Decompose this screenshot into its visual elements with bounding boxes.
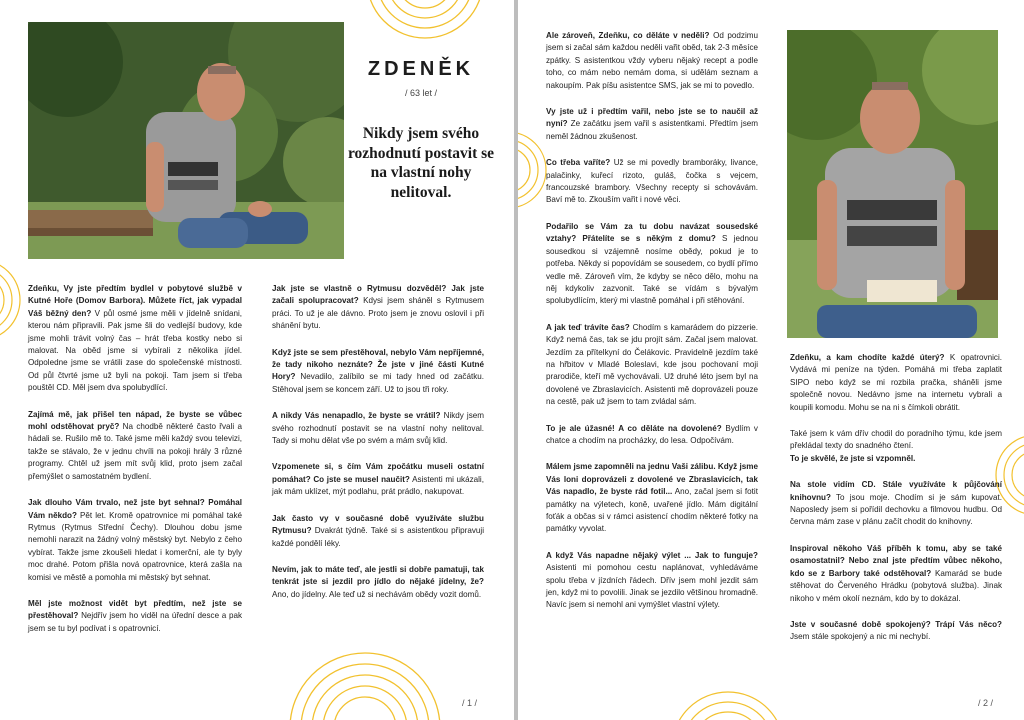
answer: Kamarád se bude stěhovat do Červeného Hrádku (pobytová služba). Jinak nikoho v mém okolí neznám, kdo by to dokázal. (790, 568, 1002, 603)
question: Jste v současné době spokojený? Trápí Vás něco? (790, 619, 1002, 629)
qa-block (546, 157, 758, 207)
answer: V půl osmé jsme měli v jídelně snídani, kterou nám připravili. Pak jsme šli do vedlejší budovy, kde jsme mohli trávit volný čas – hrát třeba kostky nebo si malovat. Na oběd jsme si vybírali z několika jídel. Odpoledne jsme se vrátili zase do společenské místnosti. Od půl čtvrté jsme už byli na pokoji. Tam jsem si třeba pouštěl CD. Měl jsem dva spolubydlící. (28, 308, 243, 393)
question: To je skvělé, že jste si vzpomněl. (790, 453, 916, 463)
qa-block (790, 619, 1002, 644)
answer: Asistenti mi pomohou cestu naplánovat, vyhledáváme spolu třeba v jízdních řádech. Dřív jsem mohl jezdit sám jen, když mi to povolili. Jinak se jezdilo většinou hromadně. Navíc jsem si nemohl ani vymýšlet vlastní výlety. (546, 563, 758, 610)
question: To je ale úžasné! A co děláte na dovolené? (546, 423, 722, 433)
answer: Už se mi povedly bramboráky, livance, palačinky, kuřecí rizoto, guláš, čočka s vejcem, francouzské brambory. Všechny recepty si schovávám. Baví mě to. Zkouším vařit i nové věci. (546, 158, 759, 205)
qa-block (790, 428, 1002, 465)
qa-block (546, 423, 758, 448)
question: Inspiroval někoho Váš příběh k tomu, aby se také osamostatnil? Nebo znal jste předtím vůbec někoho, kdo se z Barbory také odstěhoval? (790, 543, 1002, 578)
question: A nikdy Vás nenapadlo, že byste se vrátil? (272, 411, 441, 421)
qa-block (272, 283, 484, 333)
qa-block (28, 283, 242, 395)
answer: Pět let. Kromě opatrovnice mi pomáhal také Rytmus (Rytmus Střední Čechy). Dlouhou dobu jsme nemohli narazit na žádný volný městský byt. Nebylo z čeho vybírat. Takže jsme zkoušeli hledat i komerční, ale ty byly moc drahé. Potom přišla nová opatrovnice, která zašla na komisi ve městě a pomohla mi městský byt sehnat. (28, 510, 242, 582)
qa-block (28, 497, 242, 584)
answer: Také jsem k vám dřív chodil do poradního týmu, kde jsem překládal texty do snadného čtení. (790, 429, 1002, 451)
decorative-rings-left (0, 260, 24, 340)
page1-left-column (28, 283, 242, 649)
answer: Dvakrát týdně. Také si s asistentkou připravuji každé pondělí léky. (272, 526, 484, 548)
question: A když Vás napadne nějaký výlet ... Jak to funguje? (546, 550, 758, 560)
qa-block (272, 347, 484, 397)
answer: K opatrovnici. Vydává mi peníze na týden. Pomáhá mi třeba zaplatit SIPO nebo když se mi rozbila pračka, sháněli jsme společně novou. Nedávno jsme na internetu vybrali a koupili komodu. Mohu se na ni s čímkoli obrátit. (790, 353, 1002, 412)
answer: Od podzimu jsem si začal sám každou neděli vařit oběd, tak 2-3 měsíce zpátky. S asistentkou vždy vyberu nějaký recept a podle toho, co mám nebo nemám doma, si udělám seznam a nakoupím. Pak píšu asistentce SMS, jak se mi to povedlo. (546, 31, 759, 90)
answer: S jednou sousedkou si vzájemně nosíme obědy, pokud je to potřeba. Někdy si popovídám se sousedem, co bydlí přímo vedle mě. Zároveň vím, že kdyby se něco dělo, mohu na něj kdykoliv zazvonit. Také se vídám s bývalým spolubydlícím, který mi vlastně pomáhal i při stěhování. (546, 234, 759, 306)
answer: Ze začátku jsem vařil s asistentkami. Předtím jsem neměl žádnou zkušenost. (546, 119, 758, 141)
question: Zajímá mě, jak přišel ten nápad, že byste se vůbec mohl odstěhovat pryč? (28, 409, 242, 432)
decorative-rings-bottom (285, 648, 445, 720)
question: Když jste se sem přestěhoval, nebylo Vám nepříjemné, že tady nikoho neznáte? Že jste v jiné části Kutné Hory? (272, 347, 484, 382)
question: Málem jsme zapomněli na jednu Vaši zálibu. Když jsme Vás loni doprovázeli z dovolené ve Zbraslavicích, tak Vás napadlo, že byste rád fotil... (546, 462, 758, 497)
question: Na stole vidím CD. Stále využíváte k půjčování knihovnu? (790, 480, 1002, 502)
qa-block (546, 322, 758, 409)
question: A jak teď trávíte čas? (546, 322, 630, 332)
question: Co třeba vaříte? (546, 158, 611, 168)
question: Vzpomenete si, s čím Vám zpočátku museli ostatní pomáhat? Co jste se musel naučit? (272, 462, 484, 484)
page-2 (518, 0, 1024, 720)
page1-right-column (272, 283, 484, 615)
answer: Asistenti mi ukázali, jak mám uklízet, mýt podlahu, prát prádlo, nakupovat. (272, 474, 484, 497)
qa-block (790, 543, 1002, 605)
answer: Ano, začal jsem si fotit památky na výletech, koně, uvařené jídlo. Mám digitální foťák a občas si v rámci asistencí chodím některé fotky na památky vyvolat. (546, 487, 758, 534)
answer: Ano, do jídelny. Ale teď už si nechávám obědy vozit domů. (272, 589, 482, 599)
portrait-photo-sitting (28, 22, 344, 259)
qa-block (790, 479, 1002, 529)
qa-block (272, 410, 484, 447)
qa-block (546, 30, 758, 92)
answer: Nejdřív jsem ho viděl na úřední desce a pak jsem se tu byl podívat i s opatrovnicí. (28, 611, 243, 633)
answer: Nevadilo, zalíbilo se mi tady hned od začátku. Stěhoval jsem se koncem září. Už to jsou tři roky. (272, 372, 485, 394)
qa-block (546, 106, 758, 143)
answer: Bydlím v chatce a chodím na procházky, do lesa. Odpočívám. (546, 423, 758, 445)
question: Podařilo se Vám za tu dobu navázat sousedské vztahy? Přátelíte se s někým z domu? (546, 221, 758, 244)
age-label: / 63 let / (404, 88, 438, 98)
question: Zdeňku, Vy jste předtím bydlel v pobytové službě v Kutné Hoře (Domov Barbora). Můžete říct, jak vypadal Váš běžný den? (28, 284, 242, 318)
qa-block (546, 550, 758, 612)
question: Jak dlouho Vám trvalo, než jste byt sehnal? Pomáhal Vám někdo? (28, 498, 242, 520)
qa-block (790, 352, 1002, 414)
qa-block (546, 461, 758, 535)
question: Měl jste možnost vidět byt předtím, než jste se přestěhoval? (28, 598, 242, 621)
answer: Nikdy jsem svého rozhodnutí postavit se na vlastní nohy nelitoval. Tady si mohu dělat vše po svém a mám svůj klid. (272, 411, 485, 446)
portrait-photo-reading (787, 30, 998, 338)
answer: Na chodbě některé často řvali a hádali se. Rušilo mě to. Také jsme měli každý svou televizi, takže se stávalo, že v jednu chvíli na pokoji hrály 3 různé programy. Chtěl už jsem mít svůj klid, proto jsem začal přemýšlet o samostatném bydlení. (28, 422, 242, 481)
page-number: / 1 / (462, 698, 478, 708)
qa-block (28, 409, 242, 483)
page2-left-column (546, 30, 758, 626)
question: Ale zároveň, Zdeňku, co děláte v neděli? (546, 31, 710, 40)
question: Nevím, jak to máte teď, ale jestli si dobře pamatuji, tak tenkrát jste si jezdil pro jídlo do nějaké jídelny, že? (272, 564, 484, 587)
page-title-name: ZDENĚK (367, 58, 475, 80)
decorative-rings-top (360, 0, 490, 45)
qa-block (546, 221, 758, 308)
answer: Chodím s kamarádem do pizzerie. Když nemá čas, tak se jdu projít sám. Začal jsem malovat. Jezdím za přítelkyní do Čelákovic. Pravidelně jezdím také na hřbitov v Mladé Boleslavi, kde jsou pochovaní moji prarodiče, kteří mě vychovávali. Už druhé léto jsem byl na dovolené ve Zbraslavicích. Asistenti mě doprovázeli pouze na cestě, pak už jsem to tam zvládal sám. (546, 322, 759, 407)
decorative-rings-bottom (668, 688, 788, 720)
qa-block (272, 564, 484, 601)
question: Jak často vy v současné době využíváte službu Rytmusu? (272, 513, 484, 536)
answer: Kdysi jsem sháněl s Rytmusem práci. To už je ale dávno. Proto jsem je znovu oslovil i při shánění bytu. (272, 296, 484, 331)
answer: Jsem stále spokojený a nic mi nechybí. (790, 632, 931, 642)
pull-quote: Nikdy jsem svého rozhodnutí postavit se na vlastní nohy nelitoval. (347, 125, 495, 201)
question: Jak jste se vlastně o Rytmusu dozvěděl? Jak jste začali spolupracovat? (272, 284, 484, 306)
qa-block (28, 598, 242, 635)
answer: To jsou moje. Chodím si je sám kupovat. Naposledy jsem si pořídil dechovku a filmovou hudbu. Od června mám zase v plánu začít chodit do knihovny. (790, 492, 1002, 527)
decorative-rings-left (518, 130, 548, 210)
question: Vy jste už i předtím vařil, nebo jste se to naučil až nyní? (546, 107, 758, 129)
question: Zdeňku, a kam chodíte každé úterý? (790, 353, 945, 362)
page2-right-column (790, 352, 1002, 658)
qa-block (272, 461, 484, 498)
page-number: / 2 / (978, 698, 994, 708)
qa-block (272, 513, 484, 550)
